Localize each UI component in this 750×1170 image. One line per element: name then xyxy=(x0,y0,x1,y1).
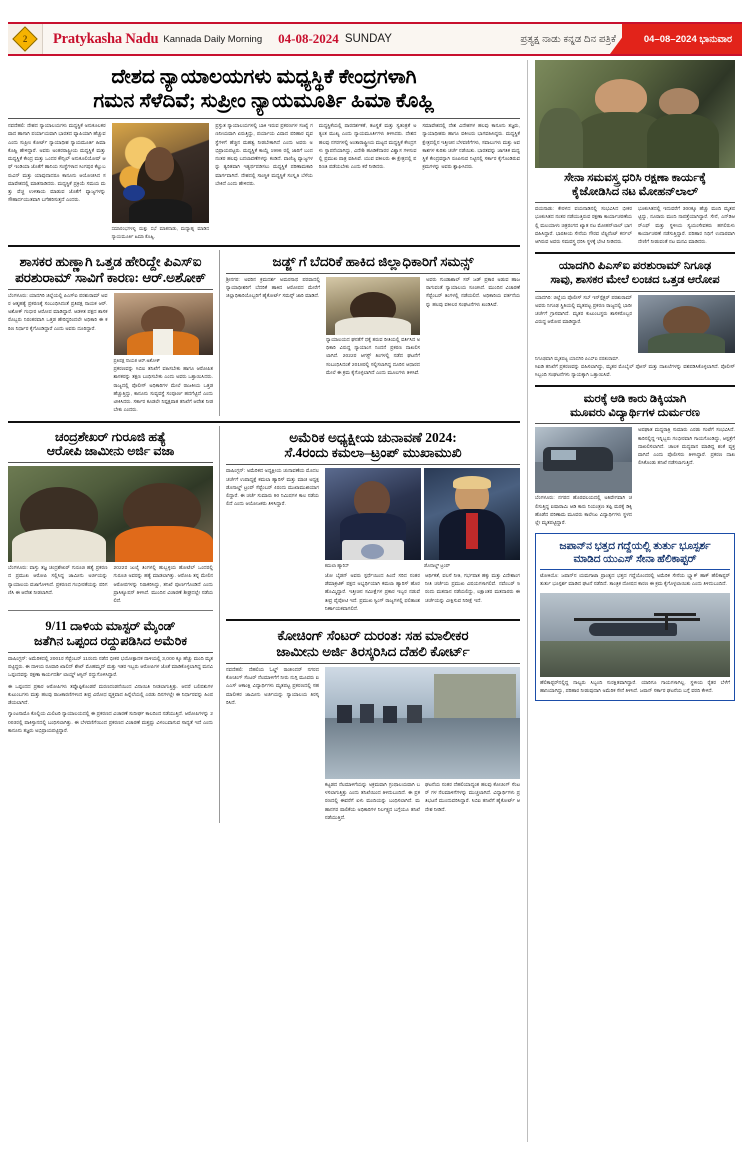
coaching-centre-photo xyxy=(325,667,520,779)
paper-name: Pratykasha Nadu xyxy=(53,30,159,47)
right-column xyxy=(528,60,735,1142)
lead-headline-line1: ದೇಶದ ನ್ಯಾಯಾಲಯಗಳು ಮಧ್ಯಸ್ಥಿಕೆ ಕೇಂದ್ರಗಳಾಗಿ xyxy=(111,66,417,88)
accident-headline-line1: ಮರಕ್ಕೆ ಆಡಿ ಕಾರು ಡಿಕ್ಕಿಯಾಗಿ xyxy=(583,393,687,406)
guruji-text-1: ಬೆಂಗಳೂರು: ವಾಸ್ತು ತಜ್ಞ ಚಂದ್ರಶೇಖರ್ ಗುರೂಜಿ ಹತ್ಯೆ ಪ್ರಕರಣದ ಪ್ರಮುಖ ಆರೋಪಿ ಸಲ್ಲಿಸಿದ್ದ ಜಾಮೀನು ಅರ್ಜಿಯನ್ನು ನ್ಯಾಯಾಲಯ ವಜಾಗೊಳಿಸಿದೆ. ಪ್ರಕರಣದ ಗಂಭೀರತೆಯನ್ನು ಪರಿಗಣಿಸಿ ಈ ಆದೇಶ ನೀಡಲಾಗಿದೆ. xyxy=(8,566,108,596)
trump-photo-caption: ಡೊನಾಲ್ಡ್ ಟ್ರಂಪ್ xyxy=(423,563,451,569)
judge-photo xyxy=(326,277,420,335)
us-election-headline xyxy=(226,426,520,465)
coaching-text-3: ಘಟನೆಯ ನಂತರ ದೆಹಲಿಯಾದ್ಯಂತ ಹಲವು ಕೋಚಿಂಗ್ ಸೆಂಟರ್ ಗಳ ನೆಲಮಾಳಿಗೆಗಳನ್ನು ಮುಚ್ಚಲಾಗಿದೆ. ವಿದ್ಯಾರ್ಥಿಗಳು ಪ್ರತಿಭಟನೆ ಮುಂದುವರಿಸಿದ್ದಾರೆ. ಸಿಬಿಐ ತನಿಖೆಗೆ ಹೈಕೋರ್ಟ್ ಆದೇಶ ನೀಡಿದೆ. xyxy=(424,782,520,813)
lead-headline-line2: ಗಮನ ಸೆಳೆದಿವೆ; ಸುಪ್ರೀಂ ನ್ಯಾಯಮೂರ್ತಿ ಹಿಮಾ ಕೊಹ್ಲಿ xyxy=(93,89,435,112)
psi-ashok-text-1: ಬೆಂಗಳೂರು: ಯಾದಗಿರಿ ಜಿಲ್ಲೆಯಲ್ಲಿ ಪಿಎಸ್ಐ ಪರಶುರಾಮ್ ಅವರ ಆತ್ಮಹತ್ಯೆ ಪ್ರಕರಣಕ್ಕೆ ಸಂಬಂಧಿಸಿದಂತೆ ಪ್ರತಿಪಕ್ಷ ನಾಯಕ ಆರ್.ಅಶೋಕ್ ಗಂಭೀರ ಆರೋಪ ಮಾಡಿದ್ದಾರೆ. ಆಡಳಿತ ಪಕ್ಷದ ಶಾಸಕರೊಬ್ಬರು ನಿರಂತರವಾಗಿ ಒತ್ತಡ ಹೇರಿದ್ದರಿಂದಲೇ ಅಧಿಕಾರಿ ಈ ಕಠಿಣ ನಿರ್ಧಾರ ಕೈಗೊಂಡಿದ್ದಾರೆ ಎಂದು ಅವರು ದೂರಿದ್ದಾರೆ. xyxy=(8,293,108,332)
mohanlal-text-1: ವಯನಾಡು: ಕೇರಳದ ವಯನಾಡಿನಲ್ಲಿ ಸಂಭವಿಸಿದ ಭೀಕರ ಭೂಕುಸಿತದ ನಂತರ ನಡೆಯುತ್ತಿರುವ ರಕ್ಷಣಾ ಕಾರ್ಯಾಚರಣೆಯಲ್ಲಿ ಮಲಯಾಳಂ ಚಿತ್ರರಂಗದ ಖ್ಯಾತ ನಟ ಮೋಹನ್‌ಲಾಲ್ ಭಾಗವಹಿಸಿದ್ದಾರೆ. ಭಾರತೀಯ ಸೇನೆಯ ಗೌರವ ಲೆಫ್ಟಿನೆಂಟ್ ಕರ್ನಲ್ ಆಗಿರುವ ಅವರು ಸಮವಸ್ತ್ರ ಧರಿಸಿ ಸ್ಥಳಕ್ಕೆ ಭೇಟಿ ನೀಡಿದರು. xyxy=(535,207,632,246)
guruji-headline-line2: ಆರೋಪಿ ಜಾಮೀನು ಅರ್ಜಿ ವಜಾ xyxy=(46,444,175,459)
lead-photo-caption: ಸಮಾರಂಭಗಳಲ್ಲಿ ಮತ್ತು ಸಭೆ ಮಾತನಾಡು, ಮಧ್ಯಾಹ್ನ ಮಾಡಿದ ನ್ಯಾಯಮೂರ್ತಿ ಹಿಮಾ ಕೊಹ್ಲಿ. xyxy=(111,226,210,239)
masthead-logo xyxy=(8,24,43,54)
helicopter-text-2: ಹೆಲಿಕಾಪ್ಟರ್‌ನಲ್ಲಿದ್ದ ನಾಲ್ವರು ಸಿಬ್ಬಂದಿ ಸುರಕ್ಷಿತವಾಗಿದ್ದಾರೆ. ಯಾರಿಗೂ ಗಾಯಗಳಾಗಿಲ್ಲ. ಸ್ಥಳೀಯ ರೈತರ ಬೆಳೆಗೆ ಹಾನಿಯಾಗಿದ್ದು, ಪರಿಹಾರ ನೀಡುವುದಾಗಿ ಅಮೆರಿಕ ಸೇನೆ ತಿಳಿಸಿದೆ. ಜಪಾನ್ ಸರ್ಕಾರ ಘಟನೆಯ ಬಗ್ಗೆ ವರದಿ ಕೇಳಿದೆ. xyxy=(540,680,730,694)
guruji-text-2: 2022ರ ಜುಲೈ ತಿಂಗಳಲ್ಲಿ ಹುಬ್ಬಳ್ಳಿಯ ಹೋಟೆಲ್ ಒಂದರಲ್ಲಿ ಗುರೂಜಿ ಅವರನ್ನು ಹತ್ಯೆ ಮಾಡಲಾಗಿತ್ತು. ಆರೋಪಿ ತನ್ನ ಮೇಲಿನ ಆರೋಪಗಳನ್ನು ನಿರಾಕರಿಸಿದ್ದು, ತನಿಖೆ ಪೂರ್ಣಗೊಂಡಿದೆ ಎಂದು ಪ್ರಾಸಿಕ್ಯೂಷನ್ ತಿಳಿಸಿದೆ. ಮುಂದಿನ ವಿಚಾರಣೆ ಶೀಘ್ರದಲ್ಲೇ ನಡೆಯಲಿದೆ. xyxy=(113,566,213,605)
story-audi-accident xyxy=(535,390,735,528)
masthead-day: SUNDAY xyxy=(344,33,392,45)
masthead xyxy=(8,22,742,56)
coaching-col-1 xyxy=(226,667,319,823)
s911-headline-line2: ಜತೆಗಿನ ಒಪ್ಪಂದ ರದ್ದುಪಡಿಸಿದ ಅಮೆರಿಕ xyxy=(34,634,187,649)
story-judge-summons xyxy=(226,250,520,416)
masthead-kannada-title: ಪ್ರತ್ಯಕ್ಷ ನಾಡು ಕನ್ನಡ ದಿನ ಪತ್ರಿಕೆ xyxy=(520,33,616,45)
psi-ashok-col-1 xyxy=(8,293,108,416)
helicopter-headline-line1: ಜಪಾನ್‌ನ ಭತ್ತದ ಗದ್ದೆಯಲ್ಲಿ ತುರ್ತು ಭೂಸ್ಪರ್ಶ xyxy=(559,541,711,553)
coaching-photo-wrap xyxy=(325,667,520,823)
accident-text-2: ಅಪಘಾತ ಮಧ್ಯರಾತ್ರಿ ಸುಮಾರು ಎರಡು ಗಂಟೆಗೆ ಸಂಭವಿಸಿದೆ. ಕಾರಿನಲ್ಲಿದ್ದ ಇನ್ನಿಬ್ಬರು ಗಂಭೀರವಾಗಿ ಗಾಯಗೊಂಡಿದ್ದು, ಆಸ್ಪತ್ರೆಗೆ ದಾಖಲಿಸಲಾಗಿದೆ. ಚಾಲಕ ಮದ್ಯಪಾನ ಮಾಡಿದ್ದ ಶಂಕೆ ವ್ಯಕ್ತವಾಗಿದೆ ಎಂದು ಪೊಲೀಸರು ತಿಳಿಸಿದ್ದಾರೆ. ಪ್ರಕರಣ ದಾಖಲಿಸಿಕೊಂಡು ತನಿಖೆ ನಡೆಸಲಾಗುತ್ತಿದೆ. xyxy=(638,428,735,467)
yadgir-psi-text-2: ಸಿಐಡಿ ತನಿಖೆಗೆ ಪ್ರಕರಣವನ್ನು ವಹಿಸಲಾಗಿದ್ದು, ಮೃತರ ಮೊಬೈಲ್ ಫೋನ್ ಮತ್ತು ದಾಖಲೆಗಳನ್ನು ವಶಪಡಿಸಿಕೊಳ್ಳಲಾಗಿದೆ. ಪೊಲೀಸ್ ಸಿಬ್ಬಂದಿ ಸಂಘಟನೆಗಳು ನ್ಯಾಯಕ್ಕಾಗಿ ಒತ್ತಾಯಿಸಿವೆ. xyxy=(535,364,735,379)
masthead-badge-date: 04–08–2024 ಭಾನುವಾರ xyxy=(643,33,732,45)
masthead-date-badge xyxy=(622,24,742,54)
helicopter-photo xyxy=(540,593,730,677)
accident-headline-line2: ಮೂವರು ವಿದ್ಯಾರ್ಥಿಗಳ ದುರ್ಮರಣ xyxy=(570,406,700,419)
lead-col-4 xyxy=(319,123,417,240)
accident-text-1: ಬೆಂಗಳೂರು: ನಗರದ ಹೊರವಲಯದಲ್ಲಿ ಅತಿವೇಗವಾಗಿ ಚಲಿಸುತ್ತಿದ್ದ ಐಷಾರಾಮಿ ಆಡಿ ಕಾರು ನಿಯಂತ್ರಣ ತಪ್ಪಿ ಮರಕ್ಕೆ ಡಿಕ್ಕಿ ಹೊಡೆದ ಪರಿಣಾಮ ಮೂವರು ಕಾಲೇಜು ವಿದ್ಯಾರ್ಥಿಗಳು ಸ್ಥಳದಲ್ಲೇ ಮೃತಪಟ್ಟಿದ್ದಾರೆ. xyxy=(535,496,632,527)
psi-ashok-text-2: ಪ್ರಕರಣವನ್ನು ಸಿಬಿಐ ತನಿಖೆಗೆ ವಹಿಸಬೇಕು ಹಾಗೂ ಆರೋಪಿತ ಶಾಸಕರನ್ನು ತಕ್ಷಣ ಬಂಧಿಸಬೇಕು ಎಂದು ಅವರು ಒತ್ತಾಯಿಸಿದರು. ರಾಜ್ಯದಲ್ಲಿ ಪೊಲೀಸ್ ಅಧಿಕಾರಿಗಳ ಮೇಲೆ ರಾಜಕೀಯ ಒತ್ತಡ ಹೆಚ್ಚುತ್ತಿದ್ದು, ಕಾನೂನು ಸುವ್ಯವಸ್ಥೆ ಸಂಪೂರ್ಣ ಹದಗೆಟ್ಟಿದೆ ಎಂದು ಟೀಕಿಸಿದರು. ಸರ್ಕಾರ ಕೂಡಲೇ ನಿಷ್ಪಕ್ಷಪಾತ ತನಿಖೆಗೆ ಆದೇಶ ನೀಡಬೇಕು ಎಂದರು. xyxy=(113,367,213,414)
guruji-headline xyxy=(8,426,213,463)
logo-diamond-icon xyxy=(12,26,37,51)
page-grid xyxy=(8,60,742,1142)
s911-headline-line1: 9/11 ದಾಳಿಯ ಮಾಸ್ಟರ್ ಮೈಂಡ್ xyxy=(45,619,176,634)
story-us-election xyxy=(226,426,520,614)
s911-text-1: ವಾಷಿಂಗ್ಟನ್: ಅಮೆರಿಕದಲ್ಲಿ 2001ರ ಸೆಪ್ಟೆಂಬರ್ 11ರಂದು ನಡೆದ ಭೀಕರ ಭಯೋತ್ಪಾದಕ ದಾಳಿಯಲ್ಲಿ 3,000 ಕ್ಕೂ ಹೆಚ್ಚು ಮಂದಿ ಮೃತಪಟ್ಟಿದ್ದರು. ಈ ದಾಳಿಯ ರೂವಾರಿ ಖಾಲಿದ್ ಶೇಖ್ ಮೊಹಮ್ಮದ್ ಮತ್ತು ಇತರ ಇಬ್ಬರು ಆರೋಪಿಗಳ ಜೊತೆ ಮಾಡಿಕೊಳ್ಳಲಾಗಿದ್ದ ಮನವಿ ಒಪ್ಪಂದವನ್ನು ರಕ್ಷಣಾ ಕಾರ್ಯದರ್ಶಿ ಲಾಯ್ಡ್ ಆಸ್ಟಿನ್ ರದ್ದುಗೊಳಿಸಿದ್ದಾರೆ. xyxy=(8,656,213,679)
lead-text-4: ಸಮಾವೇಶದಲ್ಲಿ ದೇಶ ವಿದೇಶಗಳ ಹಲವು ಕಾನೂನು ತಜ್ಞರು, ನ್ಯಾಯಾಧೀಶರು ಹಾಗೂ ವಕೀಲರು ಭಾಗವಹಿಸಿದ್ದರು. ಮಧ್ಯಸ್ಥಿಕೆ ಕ್ಷೇತ್ರದಲ್ಲಿನ ಇತ್ತೀಚಿನ ಬೆಳವಣಿಗೆಗಳು, ಸವಾಲುಗಳು ಮತ್ತು ಅವಕಾಶಗಳ ಕುರಿತು ಚರ್ಚೆ ನಡೆಯಿತು. ಭಾರತವನ್ನು ಜಾಗತಿಕ ಮಧ್ಯಸ್ಥಿಕೆ ಕೇಂದ್ರವನ್ನಾಗಿ ರೂಪಿಸುವ ನಿಟ್ಟಿನಲ್ಲಿ ಸರ್ಕಾರ ಕೈಗೊಂಡಿರುವ ಕ್ರಮಗಳನ್ನು ಅವರು ಶ್ಲಾಘಿಸಿದರು. xyxy=(422,124,520,171)
lead-photo xyxy=(112,123,210,223)
accident-photo xyxy=(535,427,632,493)
kamala-harris-photo xyxy=(325,468,421,560)
yadgir-psi-headline xyxy=(535,257,735,290)
accident-headline xyxy=(535,390,735,423)
guruji-col-2 xyxy=(114,565,214,606)
psi-ashok-headline-line1: ಶಾಸಕರ ಹುಣ್ಣಾಗಿ ಒತ್ತಡ ಹೇರಿದ್ದೇ ಪಿಎಸ್ಐ xyxy=(19,253,202,269)
helicopter-headline xyxy=(540,538,730,569)
us-election-col-1 xyxy=(226,468,319,614)
s911-headline xyxy=(8,615,213,652)
psi-ashok-headline-line2: ಪರಶುರಾಮ್ ಸಾವಿಗೆ ಕಾರಣ: ಆರ್.ಅಶೋಕ್ xyxy=(15,269,206,285)
logo-number: 2 xyxy=(22,34,28,44)
us-election-headline-line2: ಸೆ.4ರಂದು ಕಮಲಾ–ಟ್ರಂಪ್ ಮುಖಾಮುಖಿ xyxy=(284,445,462,461)
s911-text-2: ಈ ಒಪ್ಪಂದದ ಪ್ರಕಾರ ಆರೋಪಿಗಳು ತಪ್ಪೊಪ್ಪಿಕೊಂಡರೆ ಮರಣದಂಡನೆಯಿಂದ ವಿನಾಯಿತಿ ನೀಡಲಾಗುತ್ತಿತ್ತು. ಆದರೆ ಬಲಿಪಶುಗಳ ಕುಟುಂಬಗಳು ಮತ್ತು ಹಲವು ರಾಜಕಾರಣಿಗಳಿಂದ ತೀವ್ರ ವಿರೋಧ ವ್ಯಕ್ತವಾದ ಹಿನ್ನೆಲೆಯಲ್ಲಿ ಎರಡು ದಿನಗಳಲ್ಲೇ ಈ ನಿರ್ಧಾರವನ್ನು ಹಿಂಪಡೆಯಲಾಗಿದೆ. xyxy=(8,684,213,707)
mohanlal-headline xyxy=(535,168,735,202)
story-psi-ashok xyxy=(8,250,220,416)
mohanlal-photo xyxy=(535,60,735,168)
lead-text-1: ನವದೆಹಲಿ: ದೇಶದ ನ್ಯಾಯಾಲಯಗಳು ಮಧ್ಯಸ್ಥಿಕೆ ಅನುಕೂಲಕರವಾದ ಹಾಗಾಗಿ ಪರ್ಯಾಯವಾಗಿ ಭಾರತದ ವ್ಯಾಪಿಯಾಗಿ ಹೆಚ್ಚುವ ಎಂದು ಸುಪ್ರೀಂ ಕೋರ್ಟ್ ನ್ಯಾಯಾಧೀಶ ನ್ಯಾಯಮೂರ್ತಿ ಹಿಮಾ ಕೊಹ್ಲಿ ಹೇಳಿದ್ದಾರೆ. ಅವರು ಅಂತರರಾಷ್ಟ್ರೀಯ ಮಧ್ಯಸ್ಥಿಕೆ ಮತ್ತು ಮಧ್ಯಸ್ಥಿಕೆ ಕೇಂದ್ರ ಮತ್ತು ಒಂದರ ಕೌನ್ಸಿಲ್ ಅನುಕೂಲಿಯೋಷ್ ಆಫ್ ಇಂಡಿಯಾ ಜೊತೆಗೆ ಹಾನಿಯ ಸಂಸ್ಥೆಗಳಾದ ಸಿಂಗಪುರ ಕೆಲ್ಲುಬರುವಿನ್ ಮತ್ತು ಯಾವುದಾದರೂ ಕಾನೂನು ಆಯೋಜಿಸಿದ ಸಮಾವೇಶದಲ್ಲಿ ಮಾತನಾಡಿದರು. ಮಧ್ಯಸ್ಥಿಕೆ ಪ್ರಕ್ರಿಯೆ ಸಮಯ ಮತ್ತು ವೆಚ್ಚ ಉಳಿತಾಯ ಮಾಡುವ ಜೊತೆಗೆ ವ್ಯಾಜ್ಯಗಳನ್ನು ಸೌಹಾರ್ದಯುತವಾಗಿ ಬಗೆಹರಿಸುತ್ತದೆ ಎಂದರು. xyxy=(8,124,106,204)
yadgir-psi-photo-caption: ನಿಗೂಢವಾಗಿ ಮೃತಪಟ್ಟ ಯಾದಗಿರಿ ಪಿಎಸ್ಐ ಪರಶುರಾಮ್. xyxy=(535,355,620,361)
coaching-headline-line1: ಕೋಚಿಂಗ್ ಸೆಂಟರ್ ದುರಂತ: ಸಹ ಮಾಲೀಕರ xyxy=(277,628,469,643)
helicopter-headline-line2: ಮಾಡಿದ ಯುಎಸ್ ಸೇನಾ ಹೆಲಿಕಾಪ್ಟರ್ xyxy=(573,553,697,565)
psi-ashok-col-2 xyxy=(114,293,214,416)
coaching-text-1: ನವದೆಹಲಿ: ದೆಹಲಿಯ ಓಲ್ಡ್ ರಾಜೀಂದರ್ ನಗರದ ಕೋಚಿಂಗ್ ಸೆಂಟರ್ ನೆಲಮಾಳಿಗೆಗೆ ನೀರು ನುಗ್ಗಿ ಮೂವರು ಐಎಎಸ್ ಆಕಾಂಕ್ಷಿ ವಿದ್ಯಾರ್ಥಿಗಳು ಮೃತಪಟ್ಟ ಪ್ರಕರಣದಲ್ಲಿ ಸಹ ಮಾಲೀಕರ ಜಾಮೀನು ಅರ್ಜಿಯನ್ನು ನ್ಯಾಯಾಲಯ ತಿರಸ್ಕರಿಸಿದೆ. xyxy=(226,667,319,706)
psi-ashok-headline xyxy=(8,250,213,289)
coaching-text-2: ಕಟ್ಟಡದ ನೆಲಮಾಳಿಗೆಯನ್ನು ಅಕ್ರಮವಾಗಿ ಗ್ರಂಥಾಲಯವಾಗಿ ಬಳಸಲಾಗುತ್ತಿತ್ತು ಎಂದು ತನಿಖೆಯಿಂದ ತಿಳಿದುಬಂದಿದೆ. ಈ ಪ್ರಕರಣದಲ್ಲಿ ಈವರೆಗೆ ಏಳು ಮಂದಿಯನ್ನು ಬಂಧಿಸಲಾಗಿದೆ. ಮಹಾನಗರ ಪಾಲಿಕೆಯ ಅಧಿಕಾರಿಗಳ ನಿರ್ಲಕ್ಷ್ಯದ ಬಗ್ಗೆಯೂ ತನಿಖೆ ನಡೆಯುತ್ತಿದೆ. xyxy=(324,782,420,821)
yadgir-psi-text-1: ಯಾದಗಿರಿ: ಜಿಲ್ಲೆಯ ಪೊಲೀಸ್ ಸಬ್ ಇನ್‌ಸ್ಪೆಕ್ಟರ್ ಪರಶುರಾಮ್ ಅವರು ನಿಗೂಢ ಸ್ಥಿತಿಯಲ್ಲಿ ಮೃತಪಟ್ಟ ಪ್ರಕರಣ ರಾಜ್ಯದಲ್ಲಿ ಭಾರೀ ಚರ್ಚೆಗೆ ಗ್ರಾಸವಾಗಿದೆ. ಮೃತರ ಕುಟುಂಬಸ್ಥರು ಶಾಸಕರೊಬ್ಬರ ವಿರುದ್ಧ ಆರೋಪ ಮಾಡಿದ್ದಾರೆ. xyxy=(535,295,632,326)
kamala-photo-caption: ಕಮಲಾ ಹ್ಯಾರಿಸ್ xyxy=(324,563,350,569)
us-election-headline-line1: ಅಮೆರಿಕ ಅಧ್ಯಕ್ಷೀಯ ಚುನಾವಣೆ 2024: xyxy=(289,429,457,445)
story-911 xyxy=(8,615,213,736)
lead-col-2 xyxy=(112,123,210,240)
helicopter-text-1: ಟೋಕಿಯೊ: ಜಪಾನ್‌ನ ಯಮಗಾಟಾ ಪ್ರಾಂತ್ಯದ ಭತ್ತದ ಗದ್ದೆಯೊಂದರಲ್ಲಿ ಅಮೆರಿಕ ಸೇನೆಯ ಬ್ಲ್ಯಾಕ್ ಹಾಕ್ ಹೆಲಿಕಾಪ್ಟರ್ ತುರ್ತು ಭೂಸ್ಪರ್ಶ ಮಾಡಿದ ಘಟನೆ ನಡೆದಿದೆ. ತಾಂತ್ರಿಕ ದೋಷದ ಕಾರಣ ಈ ಕ್ರಮ ಕೈಗೊಳ್ಳಲಾಯಿತು ಎಂದು ತಿಳಿದುಬಂದಿದೆ. xyxy=(540,574,730,588)
story-guruji xyxy=(8,426,213,607)
judge-text-2: ನ್ಯಾಯಾಲಯದ ಘನತೆಗೆ ಧಕ್ಕೆ ತರುವ ರೀತಿಯಲ್ಲಿ ವರ್ತಿಸಿದ ಅಧಿಕಾರಿ ವಿರುದ್ಧ ನ್ಯಾಯಾಂಗ ನಿಂದನೆ ಪ್ರಕರಣ ದಾಖಲಿಸಲಾಗಿದೆ. 2022ರ ಆಗಸ್ಟ್ ತಿಂಗಳಲ್ಲಿ ನಡೆದ ಘಟನೆಗೆ ಸಂಬಂಧಿಸಿದಂತೆ 2018ರಲ್ಲಿ ಸಲ್ಲಿಸಲಾಗಿದ್ದ ದೂರಿನ ಆಧಾರದ ಮೇಲೆ ಈ ಕ್ರಮ ಕೈಗೊಳ್ಳಲಾಗಿದೆ ಎಂದು ಮೂಲಗಳು ತಿಳಿಸಿವೆ. xyxy=(326,337,420,376)
lead-col-1 xyxy=(8,123,106,240)
story-yadgir-psi xyxy=(535,257,735,380)
judge-text-3: ಅವರು ಗುಂಡಾಶಾಲ್ ಸರ್ ಜಡ್ ಪ್ರಕಾರ ಅಡುವ ಹಾಜರಾಗುವಂತೆ ನ್ಯಾಯಾಲಯ ಸೂಚಿಸಿದೆ. ಮುಂದಿನ ವಿಚಾರಣೆ ಸೆಪ್ಟೆಂಬರ್ ತಿಂಗಳಲ್ಲಿ ನಡೆಯಲಿದೆ. ಅಧಿಕಾರಿಯ ವರ್ತನೆಯನ್ನು ಹಲವು ವಕೀಲರ ಸಂಘಟನೆಗಳು ಖಂಡಿಸಿವೆ. xyxy=(426,277,520,308)
judge-col-2 xyxy=(326,277,420,378)
us-election-text-3: ಆರ್ಥಿಕತೆ, ವಲಸೆ ನೀತಿ, ಗರ್ಭಪಾತ ಹಕ್ಕು ಮತ್ತು ವಿದೇಶಾಂಗ ನೀತಿ ಚರ್ಚೆಯ ಪ್ರಮುಖ ವಿಷಯಗಳಾಗಲಿವೆ. ನವೆಂಬರ್ 5ರಂದು ಮತದಾನ ನಡೆಯಲಿದ್ದು, ಲಕ್ಷಾಂತರ ಮತದಾರರು ಈ ಚರ್ಚೆಯನ್ನು ವೀಕ್ಷಿಸುವ ನಿರೀಕ್ಷೆ ಇದೆ. xyxy=(424,573,520,604)
story-coaching-centre xyxy=(226,624,520,823)
mohanlal-headline-line2: ಕೈಜೋಡಿಸಿದ ನಟ ಮೋಹನ್‌ಲಾಲ್ xyxy=(571,185,699,198)
judge-col-3 xyxy=(426,277,520,378)
mohanlal-headline-line1: ಸೇನಾ ಸಮವಸ್ತ್ರ ಧರಿಸಿ ರಕ್ಷಣಾ ಕಾರ್ಯಕ್ಕೆ xyxy=(564,172,706,184)
lead-text-3: ಮಧ್ಯಸ್ಥಿಕೆಯಲ್ಲಿ ಪಾರದರ್ಶಕತೆ, ತಟಸ್ಥತೆ ಮತ್ತು ಸ್ವತಂತ್ರತೆ ಅತ್ಯಂತ ಮುಖ್ಯ ಎಂದು ನ್ಯಾಯಮೂರ್ತಿಗಳು ತಿಳಿಸಿದರು. ದೇಶದ ಹಲವು ನಗರಗಳಲ್ಲಿ ಅಂತಾರಾಷ್ಟ್ರೀಯ ಮಟ್ಟದ ಮಧ್ಯಸ್ಥಿಕೆ ಕೇಂದ್ರಗಳು ಸ್ಥಾಪನೆಯಾಗಿದ್ದು, ವಿದೇಶಿ ಹೂಡಿಕೆದಾರರ ವಿಶ್ವಾಸ ಗಳಿಸುವಲ್ಲಿ ಪ್ರಮುಖ ಪಾತ್ರ ವಹಿಸಿವೆ. ಯುವ ವಕೀಲರು ಈ ಕ್ಷೇತ್ರದಲ್ಲಿ ಪರಿಣತಿ ಪಡೆಯಬೇಕು ಎಂದು ಕರೆ ನೀಡಿದರು. xyxy=(318,124,417,171)
judge-col-1 xyxy=(226,277,320,378)
lead-text-2: ಪ್ರಸ್ತುತ ನ್ಯಾಯಾಲಯಗಳಲ್ಲಿ ಬಾಕಿ ಇರುವ ಪ್ರಕರಣಗಳ ಸಂಖ್ಯೆ ಗಣನೀಯವಾಗಿ ಏರುತ್ತಿದ್ದು, ಪರ್ಯಾಯ ವಿವಾದ ಪರಿಹಾರ ವ್ಯವಸ್ಥೆಗಳಿಗೆ ಹೆಚ್ಚಿನ ಮಹತ್ವ ನೀಡಬೇಕಾಗಿದೆ ಎಂದು ಅವರು ಅಭಿಪ್ರಾಯಪಟ್ಟರು. ಮಧ್ಯಸ್ಥಿಕೆ ಕಾಯ್ದೆ 1996 ರಲ್ಲಿ ಜಾರಿಗೆ ಬಂದ ನಂತರ ಹಲವು ಬದಲಾವಣೆಗಳನ್ನು ಕಂಡಿದೆ. ವಾಣಿಜ್ಯ ವ್ಯಾಜ್ಯಗಳನ್ನು ತ್ವರಿತವಾಗಿ ಇತ್ಯರ್ಥಪಡಿಸಲು ಮಧ್ಯಸ್ಥಿಕೆ ಪರಿಣಾಮಕಾರಿ ಮಾರ್ಗವಾಗಿದೆ. ದೇಶದಲ್ಲಿ ಸಾಂಸ್ಥಿಕ ಮಧ್ಯಸ್ಥಿಕೆ ಸಂಸ್ಕೃತಿ ಬೆಳೆಯಬೇಕಿದೆ ಎಂದು ಹೇಳಿದರು. xyxy=(215,124,313,187)
yadgir-psi-photo xyxy=(638,295,735,353)
yadgir-psi-headline-line2: ಸಾವು, ಶಾಸಕರ ಮೇಲೆ ಲಂಚದ ಒತ್ತಡ ಆರೋಪ xyxy=(550,273,720,286)
lead-story xyxy=(8,60,520,240)
story-helicopter xyxy=(535,533,735,701)
us-election-text-1: ವಾಷಿಂಗ್ಟನ್: ಅಮೆರಿಕದ ಅಧ್ಯಕ್ಷೀಯ ಚುನಾವಣೆಯ ಮೊದಲ ಚರ್ಚೆಗೆ ಉಪಾಧ್ಯಕ್ಷೆ ಕಮಲಾ ಹ್ಯಾರಿಸ್ ಮತ್ತು ಮಾಜಿ ಅಧ್ಯಕ್ಷ ಡೊನಾಲ್ಡ್ ಟ್ರಂಪ್ ಸೆಪ್ಟೆಂಬರ್ 4ರಂದು ಮುಖಾಮುಖಿಯಾಗಲಿದ್ದಾರೆ. ಈ ಚರ್ಚೆ ಸುಮಾರು 90 ನಿಮಿಷಗಳ ಕಾಲ ನಡೆಯಲಿದೆ ಎಂದು ಆಯೋಜಕರು ತಿಳಿಸಿದ್ದಾರೆ. xyxy=(226,469,319,508)
psi-ashok-photo xyxy=(114,293,214,355)
coaching-headline xyxy=(226,624,520,663)
guruji-headline-line1: ಚಂದ್ರಶೇಖರ್ ಗುರೂಜಿ ಹತ್ಯೆ xyxy=(55,429,166,444)
lead-col-5 xyxy=(422,123,520,240)
yadgir-psi-headline-line1: ಯಾದಗಿರಿ ಪಿಎಸ್ಐ ಪರಶುರಾಮ್ ನಿಗೂಢ xyxy=(558,260,712,273)
story-mohanlal xyxy=(535,60,735,247)
masthead-date: 04-08-2024 xyxy=(278,31,339,46)
coaching-headline-line2: ಜಾಮೀನು ಅರ್ಜಿ ತಿರಸ್ಕರಿಸಿದ ದೆಹಲಿ ಕೋರ್ಟ್ xyxy=(276,643,470,659)
s911-text-3: ಗ್ವಾಂಟನಾಮೊ ಕೊಲ್ಲಿಯ ಮಿಲಿಟರಿ ನ್ಯಾಯಾಲಯದಲ್ಲಿ ಈ ಪ್ರಕರಣದ ವಿಚಾರಣೆ ಸುದೀರ್ಘ ಕಾಲದಿಂದ ನಡೆಯುತ್ತಿದೆ. ಆರೋಪಿಗಳನ್ನು 2003ರಲ್ಲಿ ಪಾಕಿಸ್ತಾನದಲ್ಲಿ ಬಂಧಿಸಲಾಗಿತ್ತು. ಈ ಬೆಳವಣಿಗೆಯಿಂದ ಪ್ರಕರಣದ ವಿಚಾರಣೆ ಮತ್ತಷ್ಟು ವಿಳಂಬವಾಗುವ ಸಾಧ್ಯತೆ ಇದೆ ಎಂದು ಕಾನೂನು ತಜ್ಞರು ಅಭಿಪ್ರಾಯಪಟ್ಟಿದ್ದಾರೆ. xyxy=(8,712,213,734)
judge-text-1: ಶ್ರೀನಗರ: ಅವರಿನ ಕ್ರಮದರ್ಶ ಅಮರನಾಥ ಪರವಾದಲ್ಲಿ ನ್ಯಾಯಾಧೀಶರಿಗೆ ಬೆದರಿಕೆ ಹಾಕಿದ ಆರೋಪದ ಮೇರೆಗೆ ಜಿಲ್ಲಾಧಿಕಾರಿಯೊಬ್ಬರಿಗೆ ಹೈಕೋರ್ಟ್ ಸಮನ್ಸ್ ಜಾರಿ ಮಾಡಿದೆ. xyxy=(226,277,320,300)
lead-headline xyxy=(8,60,520,118)
us-election-text-2: ಜೋ ಬೈಡನ್ ಅವರು ಸ್ಪರ್ಧೆಯಿಂದ ಹಿಂದೆ ಸರಿದ ನಂತರ ಡೆಮಾಕ್ರಟಿಕ್ ಪಕ್ಷದ ಅಭ್ಯರ್ಥಿಯಾಗಿ ಕಮಲಾ ಹ್ಯಾರಿಸ್ ಹೊರಹೊಮ್ಮಿದ್ದಾರೆ. ಇತ್ತೀಚಿನ ಸಮೀಕ್ಷೆಗಳ ಪ್ರಕಾರ ಇಬ್ಬರ ನಡುವೆ ತೀವ್ರ ಪೈಪೋಟಿ ಇದೆ. ಪ್ರಮುಖ ಸ್ವಿಂಗ್ ರಾಜ್ಯಗಳಲ್ಲಿ ಫಲಿತಾಂಶ ನಿರ್ಣಾಯಕವಾಗಲಿದೆ. xyxy=(324,573,420,612)
guruji-col-1 xyxy=(8,565,108,606)
donald-trump-photo xyxy=(424,468,520,560)
mohanlal-text-2: ಭೂಕುಸಿತದಲ್ಲಿ ಇದುವರೆಗೆ 300ಕ್ಕೂ ಹೆಚ್ಚು ಮಂದಿ ಮೃತಪಟ್ಟಿದ್ದು, ನೂರಾರು ಮಂದಿ ನಾಪತ್ತೆಯಾಗಿದ್ದಾರೆ. ಸೇನೆ, ಎನ್‌ಡಿಆರ್‌ಎಫ್ ಮತ್ತು ಸ್ಥಳೀಯ ಸ್ವಯಂಸೇವಕರು ಹಗಲಿರುಳು ಕಾರ್ಯಾಚರಣೆ ನಡೆಸುತ್ತಿದ್ದಾರೆ. ಪರಿಹಾರ ನಿಧಿಗೆ ಉದಾರವಾಗಿ ದೇಣಿಗೆ ನೀಡುವಂತೆ ನಟ ಮನವಿ ಮಾಡಿದರು. xyxy=(638,207,735,246)
psi-ashok-photo-caption: ಪ್ರತಿಪಕ್ಷ ನಾಯಕ ಆರ್.ಅಶೋಕ್ xyxy=(113,357,160,363)
judge-headline: ಜಡ್ಜ್ ಗೆ ಬೆದರಿಕೆ ಹಾಕಿದ ಜಿಲ್ಲಾಧಿಕಾರಿಗೆ ಸಮನ್ಸ್ xyxy=(272,253,474,269)
paper-tagline: Kannada Daily Morning xyxy=(163,33,263,45)
newspaper-page xyxy=(0,22,750,1170)
main-column xyxy=(8,60,528,1142)
us-election-photos xyxy=(325,468,520,614)
guruji-photo xyxy=(8,466,213,562)
lead-col-3 xyxy=(215,123,313,240)
